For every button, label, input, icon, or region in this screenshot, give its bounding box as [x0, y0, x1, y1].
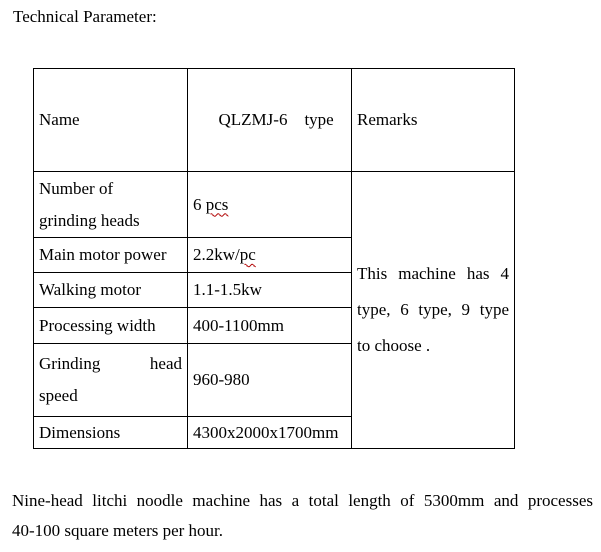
- value-text: 400-1100mm: [193, 315, 284, 335]
- value-text: 960-980: [193, 370, 250, 389]
- value-cell-grinding-heads: [188, 172, 352, 238]
- label-line: speed: [39, 386, 78, 405]
- value-text: 4300x2000x1700mm: [193, 422, 339, 442]
- header-remarks-label: Remarks: [357, 110, 418, 129]
- footer-line: 40-100 square meters per hour.: [12, 521, 224, 540]
- label-cell-main-motor: [34, 238, 188, 273]
- label-cell-dimensions: [34, 417, 188, 449]
- label-text: Dimensions: [39, 422, 121, 442]
- label-text: Processing width: [39, 315, 156, 335]
- remarks-line: type, 6 type, 9 type: [357, 300, 509, 319]
- label-text: Main motor power: [39, 245, 167, 264]
- value-text: 1.1-1.5kw: [193, 280, 262, 299]
- header-cell-remarks: [352, 69, 515, 172]
- header-cell-type: [188, 69, 352, 172]
- technical-parameter-table: [33, 68, 515, 449]
- value-cell-walking-motor: [188, 273, 352, 308]
- value-cell-processing-width: [188, 308, 352, 344]
- page-title: Technical Parameter:: [13, 7, 157, 26]
- header-name-label: Name: [39, 110, 80, 129]
- label-line: Number of: [39, 178, 114, 198]
- remarks-merged-cell: [352, 172, 515, 449]
- remarks-line: This machine has 4: [357, 264, 509, 283]
- footer-line: Nine-head litchi noodle machine has a total length of 5300mm and processes: [12, 491, 593, 510]
- table-header-row: [34, 69, 515, 172]
- label-cell-processing-width: [34, 308, 188, 344]
- footer-paragraph: [12, 486, 593, 546]
- table-row-grinding-heads: [34, 172, 515, 238]
- misspelled-word: pc: [239, 245, 256, 264]
- value-cell-dimensions: [188, 417, 352, 449]
- value-cell-grinding-speed: [188, 344, 352, 417]
- value-text: 6: [193, 194, 206, 214]
- header-type-label: QLZMJ-6 type: [218, 110, 334, 129]
- misspelled-word: pcs: [205, 194, 229, 214]
- value-text: 2.2kw/: [193, 245, 240, 264]
- label-line: grinding heads: [39, 210, 140, 230]
- label-cell-walking-motor: [34, 273, 188, 308]
- label-text: Walking motor: [39, 280, 142, 299]
- remarks-line: to choose .: [357, 336, 431, 355]
- label-cell-grinding-speed: [34, 344, 188, 417]
- label-cell-grinding-heads: [34, 172, 188, 238]
- value-cell-main-motor: [188, 238, 352, 273]
- label-line: Grinding head: [39, 354, 182, 373]
- header-cell-name: [34, 69, 188, 172]
